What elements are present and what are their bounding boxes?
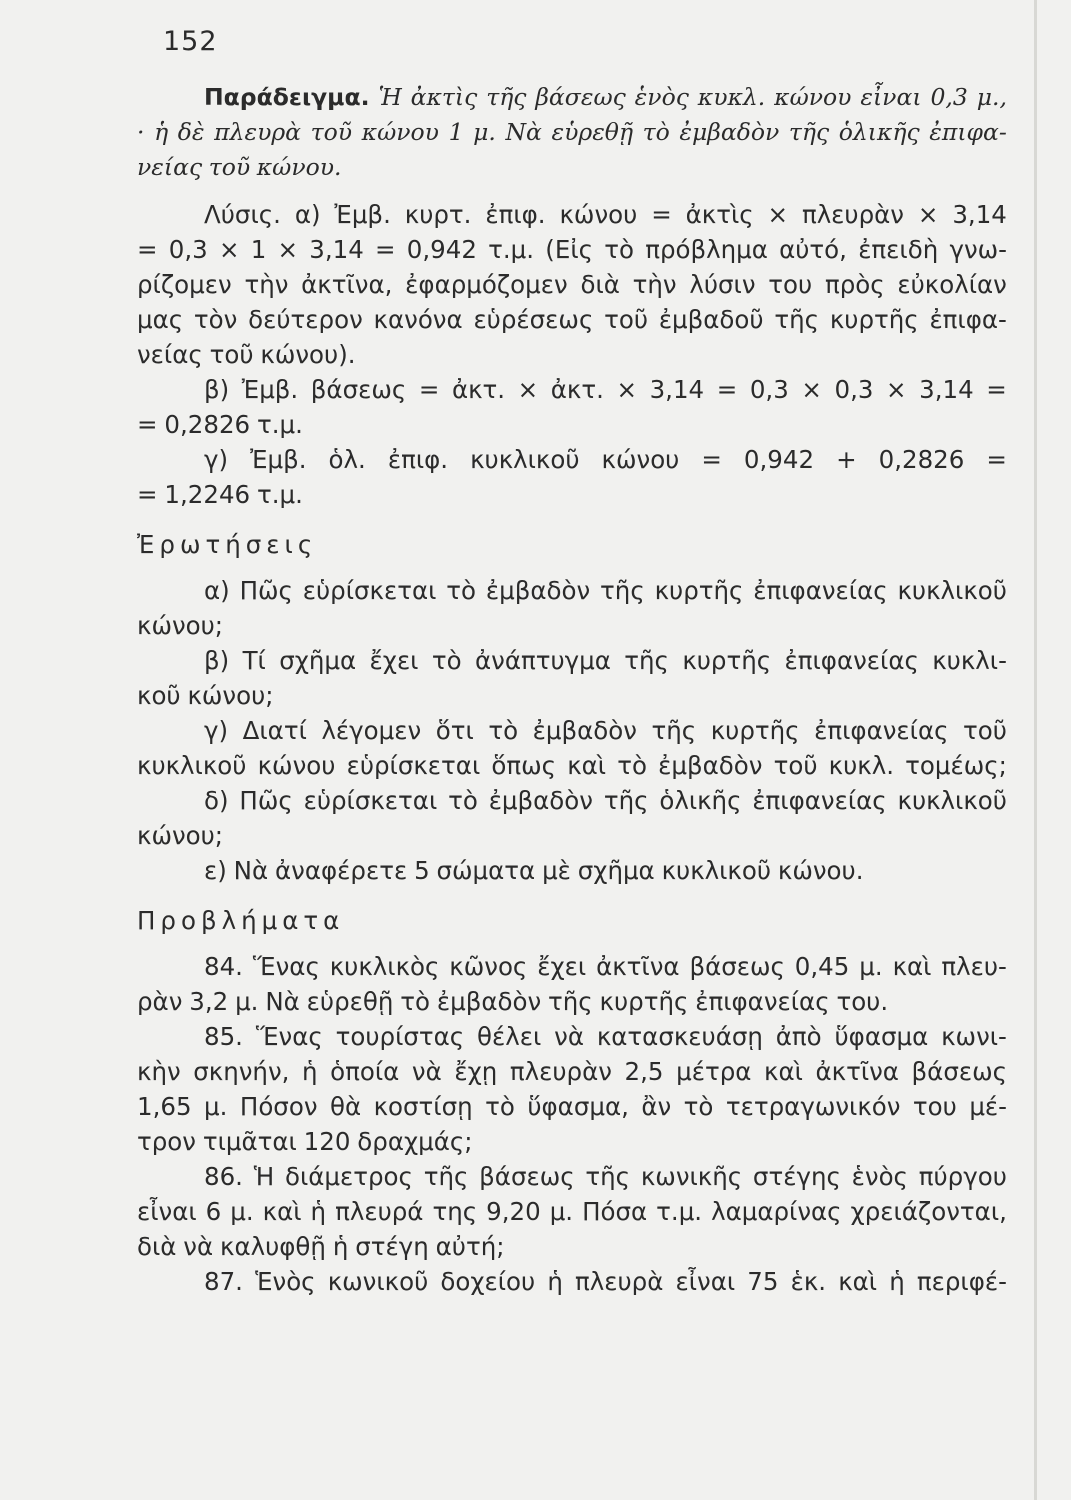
- page-number: 152: [163, 26, 218, 57]
- problems-heading: Προβλήματα: [137, 906, 345, 935]
- problem-line-5: 1,65 μ. Πόσον θὰ κοστίσῃ τὸ ὕφασμα, ἂν τὸ τετραγωνικόν του μέ-: [137, 1092, 1007, 1121]
- problems-block: [137, 949, 1007, 1299]
- problem-line-1: 84. Ἕνας κυκλικὸς κῶνος ἔχει ἀκτῖνα βάσεως 0,45 μ. καὶ πλευ-: [204, 952, 1007, 981]
- solution-line-8: γ) Ἐμβ. ὁλ. ἐπιφ. κυκλικοῦ κώνου = 0,942 + 0,2826 =: [204, 445, 1007, 474]
- problem-line-2: ρὰν 3,2 μ. Νὰ εὑρεθῇ τὸ ἐμβαδὸν τῆς κυρτῆς ἐπιφανείας του.: [137, 987, 889, 1016]
- problem-line-4: κὴν σκηνήν, ἡ ὁποία νὰ ἔχῃ πλευρὰν 2,5 μέτρα καὶ ἀκτῖνα βάσεως: [137, 1057, 1007, 1086]
- question-line-3: β) Τί σχῆμα ἔχει τὸ ἀνάπτυγμα τῆς κυρτῆς ἐπιφανείας κυκλι-: [204, 646, 1007, 675]
- question-line-1: α) Πῶς εὑρίσκεται τὸ ἐμβαδὸν τῆς κυρτῆς ἐπιφανείας κυκλικοῦ: [204, 576, 1007, 605]
- solution-line-4: μας τὸν δεύτερον κανόνα εὑρέσεως τοῦ ἐμβαδοῦ τῆς κυρτῆς ἐπιφα-: [137, 305, 1007, 334]
- example-label: Παράδειγμα.: [204, 83, 370, 111]
- page-content: [137, 80, 1007, 1299]
- problem-line-7: 86. Ἡ διάμετρος τῆς βάσεως τῆς κωνικῆς στέγης ἑνὸς πύργου: [204, 1162, 1007, 1191]
- problem-line-10: 87. Ἑνὸς κωνικοῦ δοχείου ἡ πλευρὰ εἶναι 75 ἑκ. καὶ ἡ περιφέ-: [204, 1267, 1007, 1296]
- question-line-8: κώνου;: [137, 821, 224, 850]
- problem-line-3: 85. Ἕνας τουρίστας θέλει νὰ κατασκευάσῃ ἀπὸ ὕφασμα κωνι-: [204, 1022, 1007, 1051]
- problem-line-6: τρον τιμᾶται 120 δραχμάς;: [137, 1127, 473, 1156]
- question-line-5: γ) Διατί λέγομεν ὅτι τὸ ἐμβαδὸν τῆς κυρτῆς ἐπιφανείας τοῦ: [204, 716, 1007, 745]
- solution-line-5: νείας τοῦ κώνου).: [137, 340, 356, 369]
- solution-line-7: = 0,2826 τ.μ.: [137, 410, 303, 439]
- example-line-2: · ἡ δὲ πλευρὰ τοῦ κώνου 1 μ. Νὰ εὑρεθῇ τὸ ἐμβαδὸν τῆς ὁλικῆς ἐπιφα-: [137, 118, 1007, 146]
- solution-block: [137, 197, 1007, 512]
- example-line-3: νείας τοῦ κώνου.: [137, 153, 342, 181]
- example-line-1: Παράδειγμα. Ἡ ἀκτὶς τῆς βάσεως ἑνὸς κυκλ. κώνου εἶναι 0,3 μ.,: [137, 80, 1007, 115]
- solution-line-6: β) Ἐμβ. βάσεως = ἀκτ. × ἀκτ. × 3,14 = 0,3 × 0,3 × 3,14 =: [204, 375, 1007, 404]
- problem-line-8: εἶναι 6 μ. καὶ ἡ πλευρά της 9,20 μ. Πόσα τ.μ. λαμαρίνας χρειάζονται,: [137, 1197, 1007, 1226]
- question-line-4: κοῦ κώνου;: [137, 681, 274, 710]
- page-gutter: [1034, 0, 1037, 1500]
- solution-label: Λύσις.: [204, 200, 281, 229]
- solution-line-1: Λύσις. α) Ἐμβ. κυρτ. ἐπιφ. κώνου = ἀκτὶς × πλευρὰν × 3,14: [137, 197, 1007, 232]
- questions-block: [137, 573, 1007, 888]
- problem-line-9: διὰ νὰ καλυφθῇ ἡ στέγη αὐτή;: [137, 1232, 505, 1261]
- solution-line-9: = 1,2246 τ.μ.: [137, 480, 303, 509]
- question-line-9: ε) Νὰ ἀναφέρετε 5 σώματα μὲ σχῆμα κυκλικοῦ κώνου.: [204, 856, 864, 885]
- solution-line-2: = 0,3 × 1 × 3,14 = 0,942 τ.μ. (Εἰς τὸ πρόβλημα αὐτό, ἐπειδὴ γνω-: [137, 235, 1007, 264]
- solution-line-3: ρίζομεν τὴν ἀκτῖνα, ἐφαρμόζομεν διὰ τὴν λύσιν του πρὸς εὐκολίαν: [137, 270, 1007, 299]
- question-line-6: κυκλικοῦ κώνου εὑρίσκεται ὅπως καὶ τὸ ἐμβαδὸν τοῦ κυκλ. τομέως;: [137, 751, 1007, 780]
- question-line-2: κώνου;: [137, 611, 224, 640]
- questions-heading: Ἐρωτήσεις: [137, 530, 318, 559]
- question-line-7: δ) Πῶς εὑρίσκεται τὸ ἐμβαδὸν τῆς ὁλικῆς ἐπιφανείας κυκλικοῦ: [204, 786, 1007, 815]
